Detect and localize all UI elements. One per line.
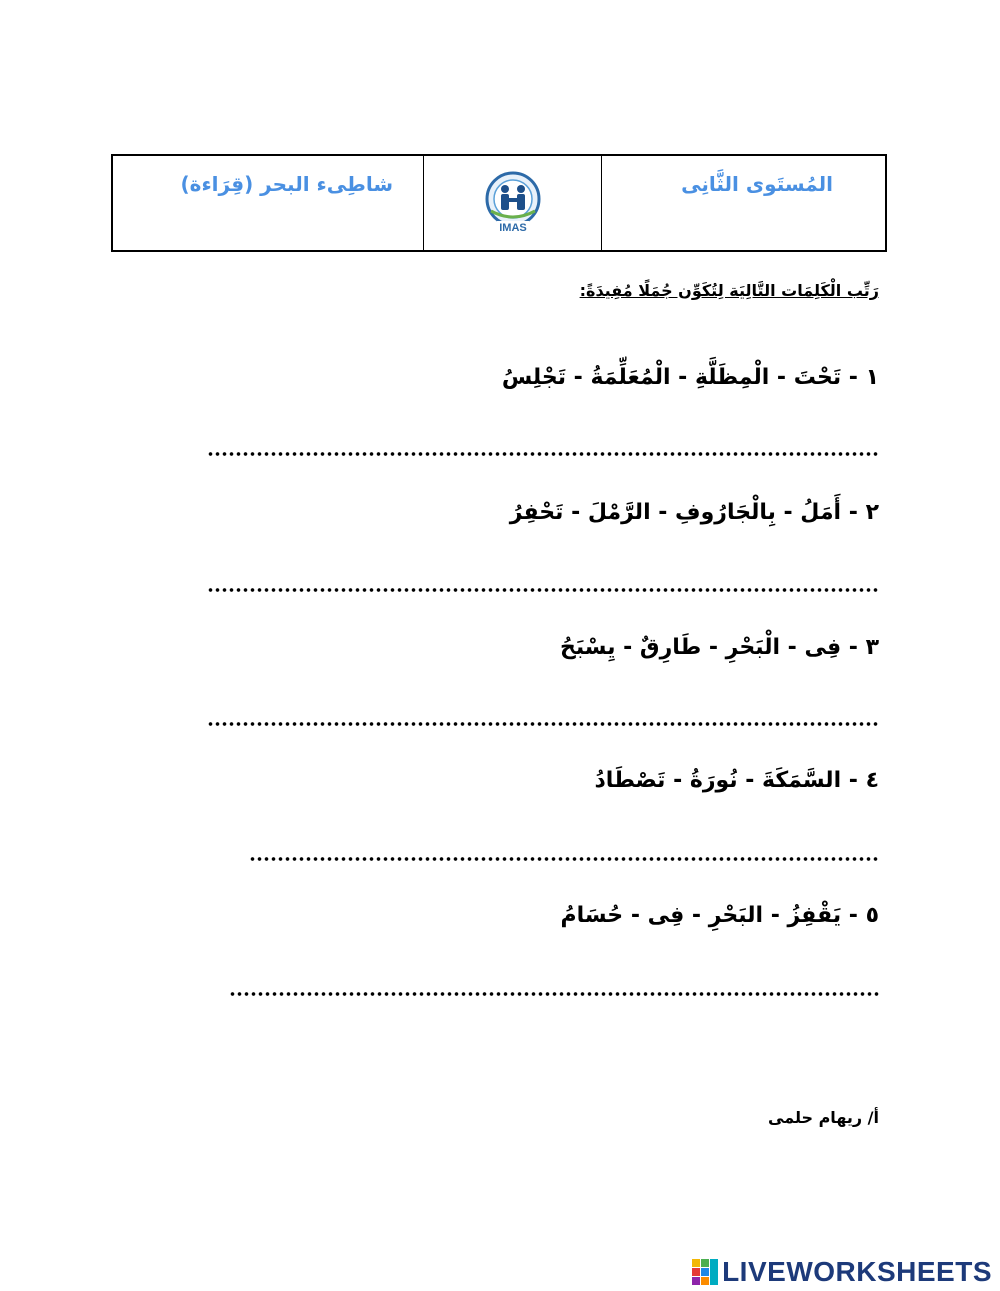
instruction-text: رَتِّب الْكَلِمَات التَّالِيَة لِتُكَوِّن جُمَلًا مُفِيدَةً: <box>579 281 879 300</box>
question-3: ٣ - فِى - الْبَحْرِ - طَارِقٌ - يِسْبَحُ <box>559 635 879 660</box>
answer-line-5[interactable] <box>229 991 879 997</box>
header-cell-level <box>602 156 885 250</box>
answer-line-2[interactable] <box>207 587 879 593</box>
question-4: ٤ - السَّمَكَةَ - نُورَةُ - تَصْطَادُ <box>594 768 879 793</box>
teacher-name: أ/ ريهام حلمى <box>768 1108 879 1127</box>
question-2: ٢ - أَمَلُ - بِالْجَارُوفِ - الرَّمْلَ - تَحْفِرُ <box>509 500 879 525</box>
header-cell-logo <box>424 156 602 250</box>
answer-line-1[interactable] <box>207 451 879 457</box>
level-title: المُستَوى الثَّانِى <box>681 172 833 196</box>
answer-line-4[interactable] <box>249 856 879 862</box>
header-table <box>111 154 887 252</box>
question-1: ١ - تَحْتَ - الْمِظَلَّةِ - الْمُعَلِّمَةُ - تَجْلِسُ <box>501 365 879 390</box>
logo-label: IMAS <box>498 222 527 234</box>
question-5: ٥ - يَقْفِزُ - البَحْرِ - فِى - حُسَامُ <box>560 903 879 928</box>
brand-text: LIVEWORKSHEETS <box>722 1256 992 1287</box>
liveworksheets-brand[interactable] <box>692 1256 992 1288</box>
lesson-title: شاطِىء البحر (قِرَاءة) <box>180 172 393 196</box>
school-logo-icon <box>471 171 555 235</box>
answer-line-3[interactable] <box>207 721 879 727</box>
liveworksheets-logo-icon <box>692 1259 718 1285</box>
header-cell-lesson <box>113 156 424 250</box>
